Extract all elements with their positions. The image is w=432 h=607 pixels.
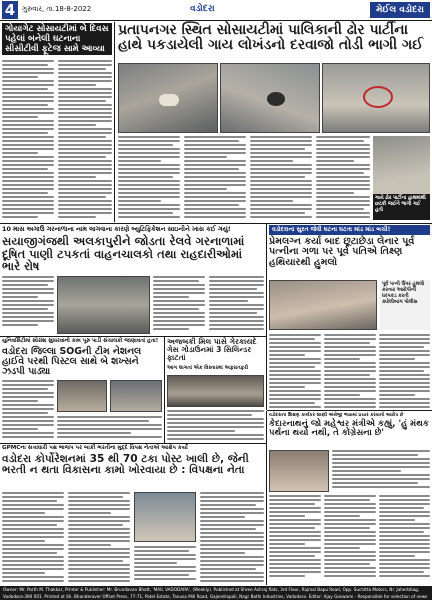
story-top-main-body-col4	[316, 136, 370, 220]
story-soc-body-col2	[57, 416, 162, 440]
city-name: વડોદરા	[190, 4, 215, 14]
section-rule	[0, 443, 266, 444]
story-top-main-photo-caption: ગાયે ઢોર પાર્ટીના હાથમાંથી છટકી જઈને ભાગી ગઈ હતી	[373, 194, 430, 220]
cctv-photo-3	[322, 63, 430, 133]
story-bottom-body-col4	[200, 492, 264, 584]
story-gas-subhead: આગ લાગતાં એક વિસ્તારમાં અફરાતફરી	[167, 365, 249, 371]
story-congress-body-col3	[379, 495, 430, 583]
story-bottom-body-col2	[68, 492, 130, 584]
story-bottom-body-col3	[134, 546, 196, 584]
imprint-footer: Owner: Mr. Parth M. Thakkar, Printer & Publisher: Mr. Brundavan Bhatt, 'MAIL VADODARA', (Weekly). Published at Shree Ashraj flats, 3rd Floor, Rajmal Bapu Road, Opp. Suchitta Motors, Nr. Jaherbhag, Vadodara-390 001. Printed at Sh. Bhanderaver Offset Press, 77-71, Patel Estate, Tanusa Mill Road, Gajendrapali, Nagr Bathi Industries, Vadodara. Editor: Ajay Goswami - Responsible for selection of news under PRB Act.	[0, 586, 432, 600]
story-bottom-body-col1	[2, 492, 64, 584]
accused-photo-1	[57, 380, 107, 412]
story-gas-headline: અજબકી મિલ પાસે ગેરકાયદે ગેસ ગોડાઉનમાં 3 સિલિન્ડર ફાટતાં	[167, 337, 257, 363]
column-divider	[266, 411, 267, 585]
cctv-photo-2	[220, 63, 320, 133]
minister-photo	[269, 450, 329, 492]
story-right-headline: પ્રેમલગ્ન કર્યા બાદ છૂટાછેડા લેનાર પૂર્વ પત્નીના ગળા પર પૂર્વ પતિએ તિક્ષ્ણ હથિયારથી હુમલો	[269, 236, 415, 268]
story-congress-body-top	[332, 450, 430, 492]
column-divider	[266, 224, 267, 410]
story-right-body-col2	[324, 334, 376, 410]
brand-label: મેઈલ વડોદરા	[370, 2, 430, 18]
story-top-main-headline: પ્રતાપનગર સ્થિત સોસાયટીમાં પાલિકાની ઢોર પાર્ટીના હાથે પકડાયેલી ગાય લોખંડનો દરવાજો તોડી ભાગી ગઈ	[118, 22, 424, 54]
story-soc-body-col1	[2, 380, 54, 440]
column-divider	[114, 22, 115, 222]
story-soc-headline: વડોદરા જિલ્લા SOGની ટીમ નેશનલ હાઈવે પરથી પિસ્ટલ સાથે બે શખ્સને ઝડપી પાડ્યા	[2, 346, 142, 378]
story-top-main-body-col1	[118, 136, 180, 220]
story-top-left-headline: ગોયાગેટ સોસાયટીમાં બે દિવસ પહેલાં બનેલી ઘટનાના સીસીટીવી ફૂટેજ સામે આવ્યા	[2, 23, 112, 55]
underpass-photo	[57, 276, 150, 334]
story-right-body-col1	[269, 334, 321, 410]
masthead	[0, 0, 432, 20]
story-gas-body	[167, 410, 264, 442]
story-congress-body-col1	[269, 495, 321, 583]
story-mid-body-col3	[153, 276, 205, 334]
story-top-left-body-col2	[58, 60, 112, 220]
masthead-rule	[0, 20, 432, 21]
story-top-left-body-col1	[2, 60, 54, 220]
accused-photo	[269, 280, 377, 330]
page-number: 4	[2, 1, 18, 19]
section-rule	[267, 410, 432, 411]
cow-photo	[373, 136, 430, 194]
story-right-photo-caption: પૂર્વ પત્ની ઉપર હુમલો કરનાર આરોપીની ધરપકડ કરતી કારેલીબાગ પોલીસ	[380, 280, 430, 330]
story-right-body-col3	[379, 334, 430, 410]
cctv-photo-1	[118, 63, 218, 133]
accused-photo-2	[110, 380, 162, 412]
column-divider	[164, 337, 165, 443]
story-top-main-body-col2	[184, 136, 246, 220]
story-bottom-kicker: GPMCના સત્તાધારી પક્ષ ભાજપ પર બાકી ભરતીના મુદ્દે વિપક્ષ નેતાએ આક્ષેપ કર્યો	[2, 445, 188, 451]
story-mid-kicker: 10 માસ અગાઉ ગરનાળાના નામ લાગવાના કારણે બ્યુટિફિકેશન સાઇનીને ખાસ કઈ ગયું!	[2, 225, 231, 233]
story-top-main-body-col3	[250, 136, 312, 220]
story-mid-body-col1	[2, 276, 54, 328]
story-soc-kicker: યુનિવર્સિટીમાં સોરાંશ સુધારવાનો કામ પૂરુ પાડી સંચાલકો જાણાવતાં હતા!	[2, 338, 159, 344]
opposition-leader-photo	[134, 492, 196, 542]
story-mid-headline: સયાજીગંજથી અલકાપુરીને જોડતા રેલવે ગરનાળામાં દૂષિત પાણી ટપકતાં વાહનચાલકો તથા રાહદારીઓમાં ભારે રોષ	[2, 234, 245, 274]
story-congress-headline: કેદારનાથનું જો મહેશ્વર મંત્રીએ કહ્યું, 'હું મંથક પર્થના થયો નથી, તે કોંગ્રેસના છે'	[269, 419, 429, 439]
story-mid-body-col4	[209, 276, 264, 334]
story-right-kicker: વડોદરાના સુરત જેવી ઘટના ઘટતા માંડ માંડ બચી!	[269, 225, 430, 235]
story-congress-body-col2	[324, 495, 376, 583]
section-rule	[0, 223, 432, 224]
story-congress-kicker: વડોદરાના શિક્ષણ કાર્યકર શાસ્ત્રી અંગ્રેજી ભાષામાં પ્રચાર કરવાનો આરોપ છે	[269, 413, 404, 418]
story-bottom-headline: વડોદરા કોર્પોરેશનમાં 35 થી 70 ટકા પોસ્ટ ખાલી છે, જેની ભરતી ન થતા વિકાસના કામો ખોરવાયા છે : વિપક્ષના નેતા	[2, 453, 249, 477]
issue-date: ગુરુવાર, તા.18-8-2022	[22, 5, 92, 13]
gas-godown-photo	[167, 375, 264, 407]
